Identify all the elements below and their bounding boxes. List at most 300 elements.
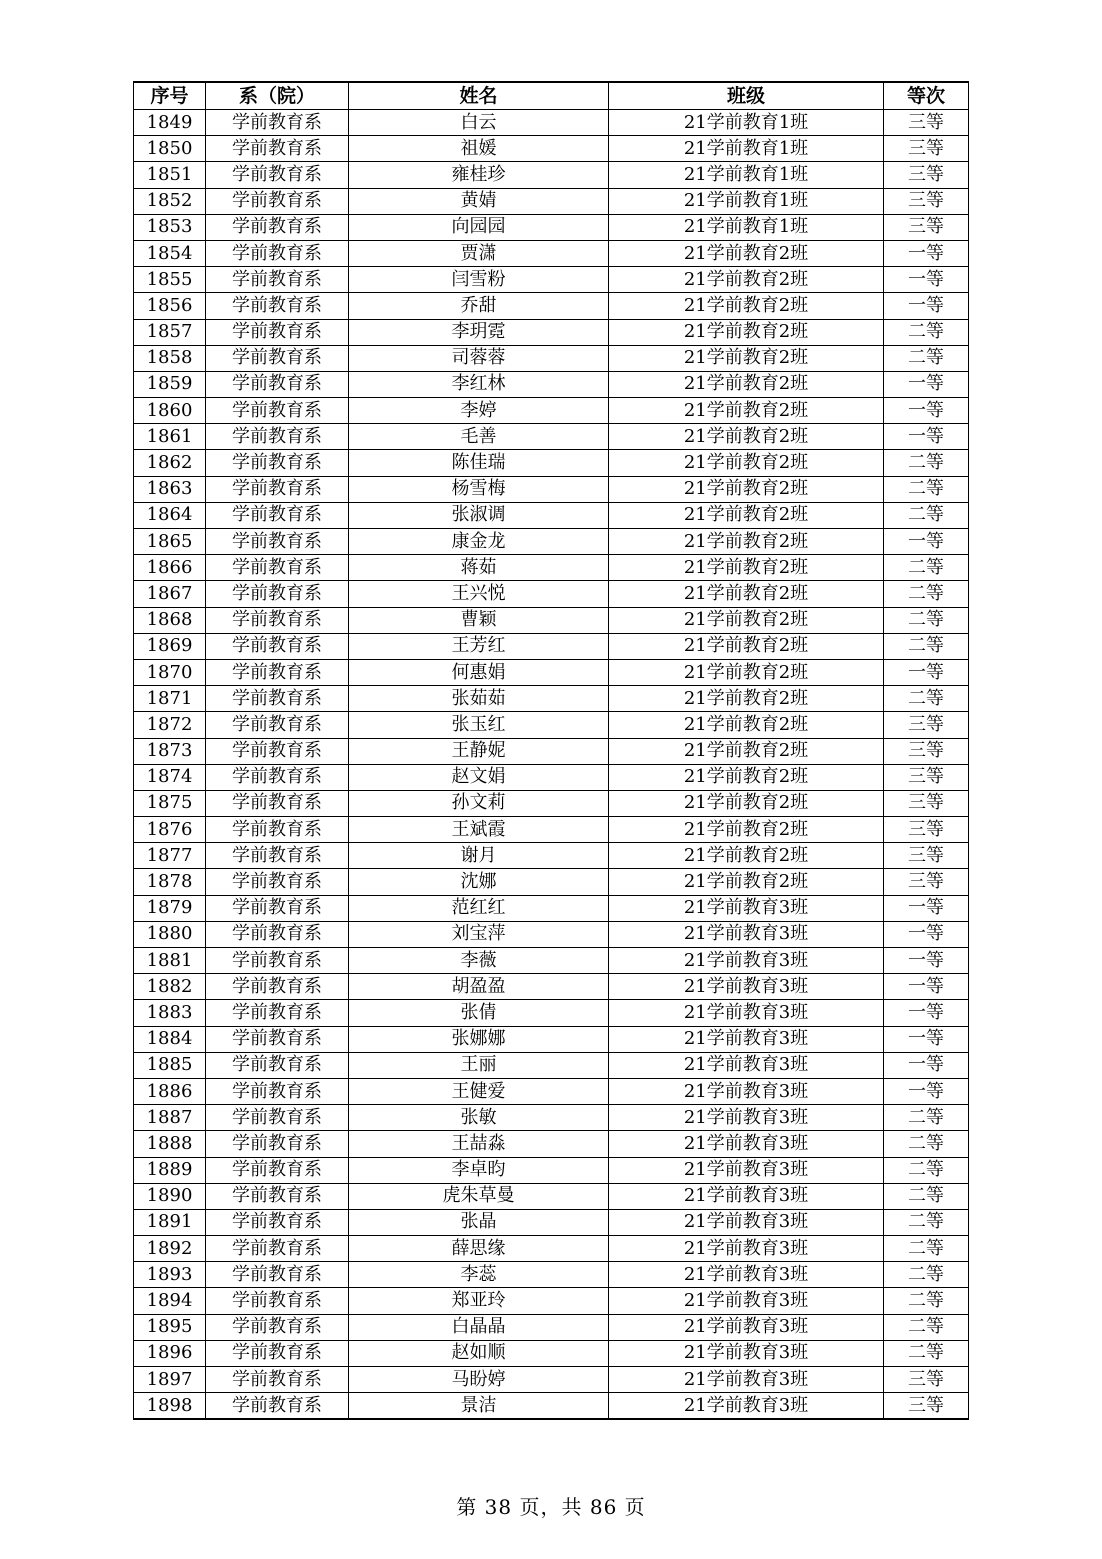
cell-grade: 三等 bbox=[884, 843, 969, 869]
cell-department: 学前教育系 bbox=[206, 1236, 349, 1262]
cell-class: 21学前教育2班 bbox=[609, 293, 884, 319]
cell-name: 曹颖 bbox=[349, 607, 609, 633]
cell-name: 雍桂珍 bbox=[349, 162, 609, 188]
cell-serial-number: 1887 bbox=[134, 1105, 206, 1131]
cell-grade: 一等 bbox=[884, 529, 969, 555]
table-row bbox=[134, 136, 969, 162]
cell-serial-number: 1857 bbox=[134, 319, 206, 345]
cell-grade: 二等 bbox=[884, 1131, 969, 1157]
cell-serial-number: 1863 bbox=[134, 476, 206, 502]
cell-class: 21学前教育2班 bbox=[609, 738, 884, 764]
cell-serial-number: 1865 bbox=[134, 529, 206, 555]
cell-serial-number: 1881 bbox=[134, 948, 206, 974]
table-row bbox=[134, 1000, 969, 1026]
cell-class: 21学前教育2班 bbox=[609, 267, 884, 293]
cell-department: 学前教育系 bbox=[206, 188, 349, 214]
cell-serial-number: 1859 bbox=[134, 371, 206, 397]
cell-class: 21学前教育3班 bbox=[609, 895, 884, 921]
cell-serial-number: 1889 bbox=[134, 1157, 206, 1183]
cell-class: 21学前教育2班 bbox=[609, 502, 884, 528]
cell-class: 21学前教育3班 bbox=[609, 1131, 884, 1157]
cell-grade: 二等 bbox=[884, 581, 969, 607]
cell-grade: 二等 bbox=[884, 502, 969, 528]
cell-name: 张淑调 bbox=[349, 502, 609, 528]
cell-department: 学前教育系 bbox=[206, 738, 349, 764]
cell-grade: 二等 bbox=[884, 476, 969, 502]
table-row bbox=[134, 1157, 969, 1183]
cell-grade: 二等 bbox=[884, 607, 969, 633]
cell-name: 李薇 bbox=[349, 948, 609, 974]
cell-grade: 二等 bbox=[884, 1209, 969, 1235]
cell-serial-number: 1867 bbox=[134, 581, 206, 607]
cell-department: 学前教育系 bbox=[206, 869, 349, 895]
table-row bbox=[134, 1209, 969, 1235]
cell-department: 学前教育系 bbox=[206, 293, 349, 319]
cell-name: 张倩 bbox=[349, 1000, 609, 1026]
cell-class: 21学前教育3班 bbox=[609, 1393, 884, 1420]
cell-name: 张敏 bbox=[349, 1105, 609, 1131]
cell-grade: 三等 bbox=[884, 188, 969, 214]
cell-grade: 二等 bbox=[884, 345, 969, 371]
table-header-row bbox=[134, 82, 969, 110]
cell-department: 学前教育系 bbox=[206, 1000, 349, 1026]
cell-serial-number: 1893 bbox=[134, 1262, 206, 1288]
cell-serial-number: 1874 bbox=[134, 764, 206, 790]
cell-grade: 一等 bbox=[884, 293, 969, 319]
cell-grade: 一等 bbox=[884, 1078, 969, 1104]
cell-name: 赵如顺 bbox=[349, 1340, 609, 1366]
cell-class: 21学前教育1班 bbox=[609, 162, 884, 188]
table-row bbox=[134, 948, 969, 974]
table-row bbox=[134, 869, 969, 895]
cell-class: 21学前教育2班 bbox=[609, 555, 884, 581]
table-row bbox=[134, 214, 969, 240]
cell-name: 司蓉蓉 bbox=[349, 345, 609, 371]
table-row bbox=[134, 712, 969, 738]
cell-class: 21学前教育2班 bbox=[609, 843, 884, 869]
cell-department: 学前教育系 bbox=[206, 110, 349, 136]
cell-grade: 三等 bbox=[884, 790, 969, 816]
table-row bbox=[134, 1340, 969, 1366]
cell-department: 学前教育系 bbox=[206, 240, 349, 266]
table-row bbox=[134, 1236, 969, 1262]
cell-grade: 一等 bbox=[884, 240, 969, 266]
cell-class: 21学前教育2班 bbox=[609, 712, 884, 738]
cell-grade: 二等 bbox=[884, 1105, 969, 1131]
cell-department: 学前教育系 bbox=[206, 790, 349, 816]
cell-grade: 二等 bbox=[884, 1236, 969, 1262]
cell-grade: 二等 bbox=[884, 450, 969, 476]
cell-class: 21学前教育2班 bbox=[609, 371, 884, 397]
cell-department: 学前教育系 bbox=[206, 1105, 349, 1131]
cell-department: 学前教育系 bbox=[206, 1262, 349, 1288]
cell-class: 21学前教育3班 bbox=[609, 1367, 884, 1393]
cell-department: 学前教育系 bbox=[206, 1131, 349, 1157]
cell-department: 学前教育系 bbox=[206, 712, 349, 738]
cell-class: 21学前教育2班 bbox=[609, 869, 884, 895]
cell-name: 孙文莉 bbox=[349, 790, 609, 816]
table-row bbox=[134, 555, 969, 581]
table-row bbox=[134, 1052, 969, 1078]
cell-class: 21学前教育1班 bbox=[609, 214, 884, 240]
cell-name: 郑亚玲 bbox=[349, 1288, 609, 1314]
cell-department: 学前教育系 bbox=[206, 1288, 349, 1314]
cell-class: 21学前教育1班 bbox=[609, 188, 884, 214]
cell-department: 学前教育系 bbox=[206, 895, 349, 921]
table-row bbox=[134, 319, 969, 345]
cell-name: 胡盈盈 bbox=[349, 974, 609, 1000]
cell-class: 21学前教育2班 bbox=[609, 686, 884, 712]
cell-serial-number: 1869 bbox=[134, 633, 206, 659]
cell-class: 21学前教育2班 bbox=[609, 398, 884, 424]
cell-name: 马盼婷 bbox=[349, 1367, 609, 1393]
table-row bbox=[134, 1105, 969, 1131]
cell-department: 学前教育系 bbox=[206, 1209, 349, 1235]
cell-grade: 一等 bbox=[884, 267, 969, 293]
cell-name: 李卓昀 bbox=[349, 1157, 609, 1183]
cell-serial-number: 1864 bbox=[134, 502, 206, 528]
table-row bbox=[134, 476, 969, 502]
cell-grade: 一等 bbox=[884, 1000, 969, 1026]
cell-name: 张玉红 bbox=[349, 712, 609, 738]
award-list-table bbox=[133, 81, 969, 1420]
cell-name: 薛思缘 bbox=[349, 1236, 609, 1262]
cell-name: 王健爱 bbox=[349, 1078, 609, 1104]
cell-grade: 一等 bbox=[884, 371, 969, 397]
cell-department: 学前教育系 bbox=[206, 214, 349, 240]
cell-class: 21学前教育2班 bbox=[609, 581, 884, 607]
table-row bbox=[134, 424, 969, 450]
cell-serial-number: 1895 bbox=[134, 1314, 206, 1340]
cell-name: 刘宝萍 bbox=[349, 921, 609, 947]
cell-department: 学前教育系 bbox=[206, 529, 349, 555]
cell-department: 学前教育系 bbox=[206, 1340, 349, 1366]
cell-grade: 三等 bbox=[884, 214, 969, 240]
cell-name: 白云 bbox=[349, 110, 609, 136]
cell-serial-number: 1858 bbox=[134, 345, 206, 371]
cell-department: 学前教育系 bbox=[206, 607, 349, 633]
cell-department: 学前教育系 bbox=[206, 1314, 349, 1340]
cell-class: 21学前教育3班 bbox=[609, 921, 884, 947]
table-row bbox=[134, 267, 969, 293]
table-row bbox=[134, 1367, 969, 1393]
cell-department: 学前教育系 bbox=[206, 450, 349, 476]
cell-grade: 一等 bbox=[884, 948, 969, 974]
cell-class: 21学前教育3班 bbox=[609, 1262, 884, 1288]
cell-name: 谢月 bbox=[349, 843, 609, 869]
cell-name: 李红林 bbox=[349, 371, 609, 397]
header-grade: 等次 bbox=[884, 82, 969, 110]
cell-department: 学前教育系 bbox=[206, 974, 349, 1000]
cell-serial-number: 1888 bbox=[134, 1131, 206, 1157]
table-row bbox=[134, 398, 969, 424]
cell-serial-number: 1896 bbox=[134, 1340, 206, 1366]
cell-name: 王芳红 bbox=[349, 633, 609, 659]
cell-serial-number: 1897 bbox=[134, 1367, 206, 1393]
table-row bbox=[134, 345, 969, 371]
cell-department: 学前教育系 bbox=[206, 136, 349, 162]
table-row bbox=[134, 502, 969, 528]
cell-department: 学前教育系 bbox=[206, 371, 349, 397]
cell-grade: 三等 bbox=[884, 869, 969, 895]
cell-serial-number: 1866 bbox=[134, 555, 206, 581]
cell-name: 范红红 bbox=[349, 895, 609, 921]
cell-class: 21学前教育2班 bbox=[609, 817, 884, 843]
table-row bbox=[134, 843, 969, 869]
cell-serial-number: 1854 bbox=[134, 240, 206, 266]
cell-class: 21学前教育3班 bbox=[609, 1209, 884, 1235]
table-row bbox=[134, 1131, 969, 1157]
table-row bbox=[134, 1288, 969, 1314]
cell-serial-number: 1898 bbox=[134, 1393, 206, 1420]
cell-serial-number: 1880 bbox=[134, 921, 206, 947]
table-row bbox=[134, 1183, 969, 1209]
header-serial-number: 序号 bbox=[134, 82, 206, 110]
cell-name: 王斌霞 bbox=[349, 817, 609, 843]
cell-name: 沈娜 bbox=[349, 869, 609, 895]
table-row bbox=[134, 921, 969, 947]
cell-department: 学前教育系 bbox=[206, 267, 349, 293]
cell-department: 学前教育系 bbox=[206, 1052, 349, 1078]
cell-class: 21学前教育2班 bbox=[609, 345, 884, 371]
cell-serial-number: 1878 bbox=[134, 869, 206, 895]
cell-grade: 三等 bbox=[884, 136, 969, 162]
cell-name: 贾潇 bbox=[349, 240, 609, 266]
table-row bbox=[134, 1026, 969, 1052]
table-row bbox=[134, 1314, 969, 1340]
header-department: 系（院） bbox=[206, 82, 349, 110]
cell-serial-number: 1855 bbox=[134, 267, 206, 293]
cell-name: 张茹茹 bbox=[349, 686, 609, 712]
cell-class: 21学前教育3班 bbox=[609, 1183, 884, 1209]
cell-name: 赵文娟 bbox=[349, 764, 609, 790]
cell-class: 21学前教育2班 bbox=[609, 529, 884, 555]
cell-serial-number: 1885 bbox=[134, 1052, 206, 1078]
cell-name: 李蕊 bbox=[349, 1262, 609, 1288]
table-row bbox=[134, 110, 969, 136]
cell-name: 何惠娟 bbox=[349, 659, 609, 685]
cell-department: 学前教育系 bbox=[206, 921, 349, 947]
table-row bbox=[134, 371, 969, 397]
cell-serial-number: 1882 bbox=[134, 974, 206, 1000]
cell-grade: 三等 bbox=[884, 110, 969, 136]
cell-grade: 二等 bbox=[884, 686, 969, 712]
cell-name: 王丽 bbox=[349, 1052, 609, 1078]
cell-grade: 一等 bbox=[884, 424, 969, 450]
cell-department: 学前教育系 bbox=[206, 1393, 349, 1420]
cell-grade: 一等 bbox=[884, 921, 969, 947]
cell-serial-number: 1871 bbox=[134, 686, 206, 712]
cell-serial-number: 1883 bbox=[134, 1000, 206, 1026]
cell-grade: 二等 bbox=[884, 1288, 969, 1314]
cell-department: 学前教育系 bbox=[206, 319, 349, 345]
cell-department: 学前教育系 bbox=[206, 1183, 349, 1209]
cell-class: 21学前教育3班 bbox=[609, 1105, 884, 1131]
cell-name: 李婷 bbox=[349, 398, 609, 424]
table-row bbox=[134, 162, 969, 188]
cell-serial-number: 1872 bbox=[134, 712, 206, 738]
cell-grade: 一等 bbox=[884, 659, 969, 685]
cell-serial-number: 1849 bbox=[134, 110, 206, 136]
cell-name: 向园园 bbox=[349, 214, 609, 240]
table-row bbox=[134, 764, 969, 790]
cell-name: 康金龙 bbox=[349, 529, 609, 555]
cell-class: 21学前教育2班 bbox=[609, 476, 884, 502]
cell-grade: 一等 bbox=[884, 398, 969, 424]
cell-grade: 一等 bbox=[884, 895, 969, 921]
cell-department: 学前教育系 bbox=[206, 764, 349, 790]
cell-department: 学前教育系 bbox=[206, 345, 349, 371]
page-number-footer: 第 38 页，共 86 页 bbox=[456, 1495, 646, 1519]
cell-grade: 三等 bbox=[884, 817, 969, 843]
cell-class: 21学前教育2班 bbox=[609, 633, 884, 659]
cell-class: 21学前教育3班 bbox=[609, 1000, 884, 1026]
cell-class: 21学前教育3班 bbox=[609, 1288, 884, 1314]
cell-grade: 二等 bbox=[884, 633, 969, 659]
cell-grade: 二等 bbox=[884, 1183, 969, 1209]
cell-name: 张娜娜 bbox=[349, 1026, 609, 1052]
cell-serial-number: 1884 bbox=[134, 1026, 206, 1052]
cell-grade: 三等 bbox=[884, 712, 969, 738]
table-row bbox=[134, 529, 969, 555]
cell-class: 21学前教育3班 bbox=[609, 1078, 884, 1104]
cell-grade: 三等 bbox=[884, 738, 969, 764]
table-row bbox=[134, 1262, 969, 1288]
cell-department: 学前教育系 bbox=[206, 555, 349, 581]
cell-serial-number: 1853 bbox=[134, 214, 206, 240]
cell-department: 学前教育系 bbox=[206, 162, 349, 188]
cell-grade: 一等 bbox=[884, 1052, 969, 1078]
cell-name: 蒋茹 bbox=[349, 555, 609, 581]
cell-serial-number: 1877 bbox=[134, 843, 206, 869]
cell-serial-number: 1873 bbox=[134, 738, 206, 764]
table-row bbox=[134, 293, 969, 319]
cell-class: 21学前教育3班 bbox=[609, 1052, 884, 1078]
cell-grade: 二等 bbox=[884, 1314, 969, 1340]
cell-name: 黄婧 bbox=[349, 188, 609, 214]
cell-class: 21学前教育2班 bbox=[609, 319, 884, 345]
table-row bbox=[134, 450, 969, 476]
cell-serial-number: 1862 bbox=[134, 450, 206, 476]
table-row bbox=[134, 607, 969, 633]
table-row bbox=[134, 738, 969, 764]
cell-grade: 二等 bbox=[884, 1262, 969, 1288]
cell-grade: 二等 bbox=[884, 319, 969, 345]
table-row bbox=[134, 633, 969, 659]
cell-name: 王静妮 bbox=[349, 738, 609, 764]
cell-name: 毛善 bbox=[349, 424, 609, 450]
cell-grade: 二等 bbox=[884, 1157, 969, 1183]
cell-grade: 二等 bbox=[884, 555, 969, 581]
cell-serial-number: 1851 bbox=[134, 162, 206, 188]
cell-name: 祖媛 bbox=[349, 136, 609, 162]
cell-class: 21学前教育3班 bbox=[609, 974, 884, 1000]
cell-department: 学前教育系 bbox=[206, 817, 349, 843]
cell-department: 学前教育系 bbox=[206, 1367, 349, 1393]
table-row bbox=[134, 1393, 969, 1420]
cell-serial-number: 1852 bbox=[134, 188, 206, 214]
cell-serial-number: 1891 bbox=[134, 1209, 206, 1235]
cell-grade: 三等 bbox=[884, 1393, 969, 1420]
cell-grade: 三等 bbox=[884, 1367, 969, 1393]
cell-name: 张晶 bbox=[349, 1209, 609, 1235]
cell-name: 王兴悦 bbox=[349, 581, 609, 607]
cell-grade: 三等 bbox=[884, 162, 969, 188]
cell-class: 21学前教育2班 bbox=[609, 424, 884, 450]
cell-department: 学前教育系 bbox=[206, 843, 349, 869]
cell-class: 21学前教育2班 bbox=[609, 764, 884, 790]
cell-serial-number: 1870 bbox=[134, 659, 206, 685]
cell-name: 杨雪梅 bbox=[349, 476, 609, 502]
cell-name: 乔甜 bbox=[349, 293, 609, 319]
cell-grade: 三等 bbox=[884, 764, 969, 790]
table-row bbox=[134, 817, 969, 843]
cell-class: 21学前教育2班 bbox=[609, 790, 884, 816]
table-row bbox=[134, 581, 969, 607]
cell-class: 21学前教育3班 bbox=[609, 1026, 884, 1052]
cell-serial-number: 1892 bbox=[134, 1236, 206, 1262]
cell-department: 学前教育系 bbox=[206, 581, 349, 607]
cell-department: 学前教育系 bbox=[206, 476, 349, 502]
cell-serial-number: 1894 bbox=[134, 1288, 206, 1314]
cell-serial-number: 1868 bbox=[134, 607, 206, 633]
cell-department: 学前教育系 bbox=[206, 1078, 349, 1104]
cell-class: 21学前教育2班 bbox=[609, 659, 884, 685]
table-row bbox=[134, 1078, 969, 1104]
table-row bbox=[134, 974, 969, 1000]
cell-grade: 一等 bbox=[884, 974, 969, 1000]
cell-class: 21学前教育3班 bbox=[609, 1236, 884, 1262]
cell-grade: 一等 bbox=[884, 1026, 969, 1052]
cell-serial-number: 1876 bbox=[134, 817, 206, 843]
cell-serial-number: 1860 bbox=[134, 398, 206, 424]
cell-department: 学前教育系 bbox=[206, 686, 349, 712]
cell-class: 21学前教育3班 bbox=[609, 948, 884, 974]
cell-department: 学前教育系 bbox=[206, 659, 349, 685]
table-row bbox=[134, 686, 969, 712]
header-class: 班级 bbox=[609, 82, 884, 110]
cell-serial-number: 1861 bbox=[134, 424, 206, 450]
cell-serial-number: 1875 bbox=[134, 790, 206, 816]
cell-department: 学前教育系 bbox=[206, 424, 349, 450]
cell-name: 王喆淼 bbox=[349, 1131, 609, 1157]
cell-serial-number: 1886 bbox=[134, 1078, 206, 1104]
table-row bbox=[134, 895, 969, 921]
table-row bbox=[134, 240, 969, 266]
table-row bbox=[134, 188, 969, 214]
cell-name: 白晶晶 bbox=[349, 1314, 609, 1340]
cell-class: 21学前教育2班 bbox=[609, 240, 884, 266]
table-row bbox=[134, 790, 969, 816]
cell-serial-number: 1890 bbox=[134, 1183, 206, 1209]
cell-department: 学前教育系 bbox=[206, 1026, 349, 1052]
cell-department: 学前教育系 bbox=[206, 1157, 349, 1183]
cell-class: 21学前教育3班 bbox=[609, 1314, 884, 1340]
cell-class: 21学前教育2班 bbox=[609, 607, 884, 633]
cell-class: 21学前教育3班 bbox=[609, 1157, 884, 1183]
cell-serial-number: 1850 bbox=[134, 136, 206, 162]
cell-name: 闫雪粉 bbox=[349, 267, 609, 293]
cell-name: 景洁 bbox=[349, 1393, 609, 1420]
cell-name: 李玥霓 bbox=[349, 319, 609, 345]
cell-serial-number: 1879 bbox=[134, 895, 206, 921]
cell-class: 21学前教育1班 bbox=[609, 136, 884, 162]
cell-name: 陈佳瑞 bbox=[349, 450, 609, 476]
cell-grade: 二等 bbox=[884, 1340, 969, 1366]
table-row bbox=[134, 659, 969, 685]
cell-department: 学前教育系 bbox=[206, 502, 349, 528]
cell-department: 学前教育系 bbox=[206, 398, 349, 424]
